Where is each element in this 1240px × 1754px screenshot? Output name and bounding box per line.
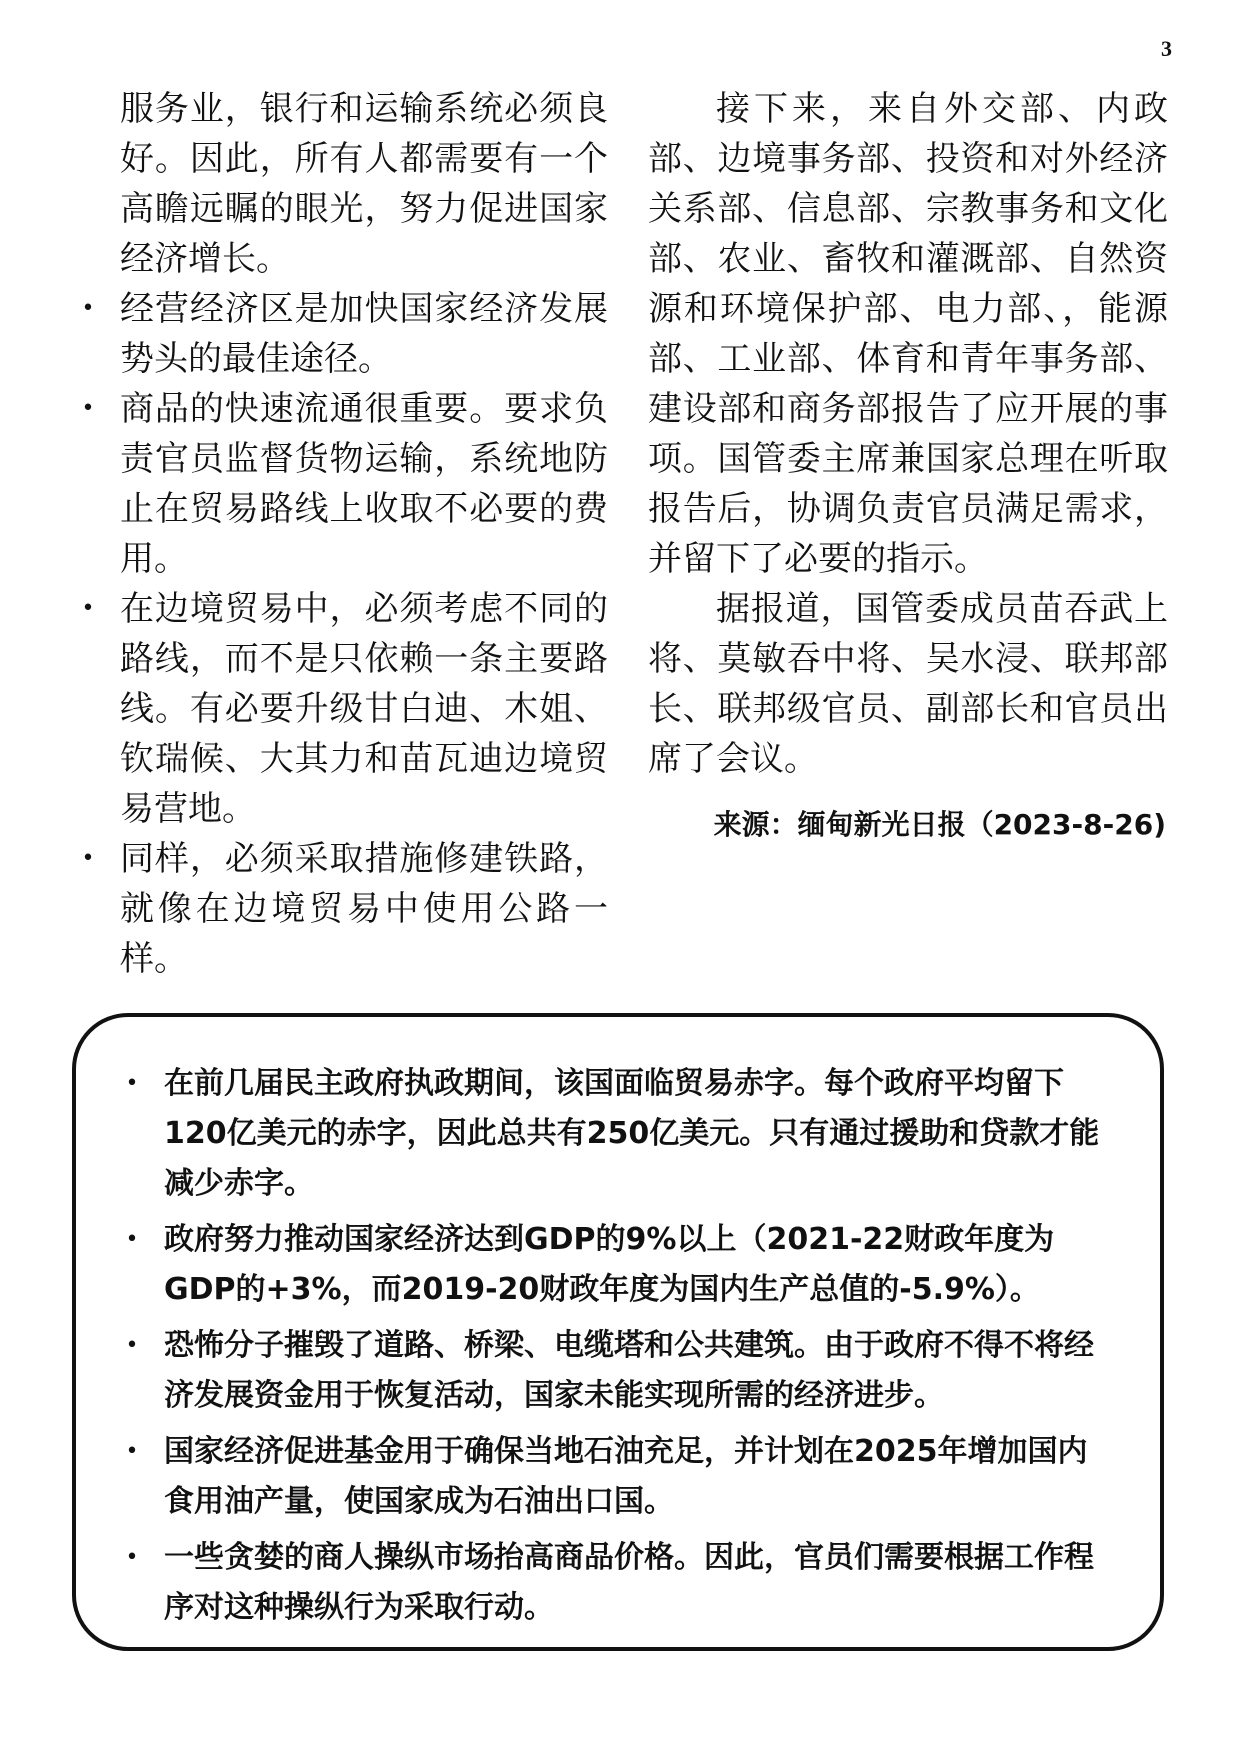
list-item	[122, 1533, 1106, 1633]
bullet-icon: •	[81, 846, 95, 871]
source-credit: 来源：缅甸新光日报（2023-8-26)	[713, 808, 1166, 841]
bullet-icon: •	[125, 1227, 139, 1252]
bullet-icon: •	[81, 296, 95, 321]
bullet-icon: •	[81, 396, 95, 421]
list-item	[81, 284, 608, 384]
list-item-text: 商品的快速流通很重要。要求负责官员监督货物运输，系统地防止在贸易路线上收取不必要的费用。	[120, 389, 608, 579]
body-paragraph: 据报道，国管委成员苗吞武上将、莫敏吞中将、吴水浸、联邦部长、联邦级官员、副部长和官员出席了会议。	[648, 589, 1168, 779]
left-column	[81, 84, 608, 984]
bullet-icon: •	[81, 596, 95, 621]
right-column	[648, 84, 1168, 850]
list-item-text: 恐怖分子摧毁了道路、桥梁、电缆塔和公共建筑。由于政府不得不将经济发展资金用于恢复活动，国家未能实现所需的经济进步。	[164, 1328, 1094, 1413]
summary-box	[72, 1013, 1164, 1651]
list-item-text: 经营经济区是加快国家经济发展势头的最佳途径。	[120, 289, 608, 379]
list-item	[81, 584, 608, 834]
list-item	[122, 1321, 1106, 1421]
bullet-icon: •	[125, 1071, 139, 1096]
page-number: 3	[1161, 36, 1172, 61]
body-paragraph: 接下来，来自外交部、内政部、边境事务部、投资和对外经济关系部、信息部、宗教事务和文化部、农业、畜牧和灌溉部、自然资源和环境保护部、电力部、，能源部、工业部、体育和青年事务部、建设部和商务部报告了应开展的事项。国管委主席兼国家总理在听取报告后，协调负责官员满足需求，并留下了必要的指示。	[648, 89, 1168, 579]
list-item-text: 一些贪婪的商人操纵市场抬高商品价格。因此，官员们需要根据工作程序对这种操纵行为采取行动。	[164, 1540, 1094, 1625]
continued-paragraph: 服务业，银行和运输系统必须良好。因此，所有人都需要有一个高瞻远瞩的眼光，努力促进国家经济增长。	[120, 89, 608, 279]
list-item-text: 在前几届民主政府执政期间，该国面临贸易赤字。每个政府平均留下120亿美元的赤字，因此总共有250亿美元。只有通过援助和贷款才能减少赤字。	[164, 1066, 1100, 1201]
list-item-text: 国家经济促进基金用于确保当地石油充足，并计划在2025年增加国内食用油产量，使国家成为石油出口国。	[164, 1434, 1088, 1519]
list-item	[81, 384, 608, 584]
list-item-text: 同样，必须采取措施修建铁路，就像在边境贸易中使用公路一样。	[120, 839, 608, 979]
bullet-icon: •	[125, 1439, 139, 1464]
list-item-text: 在边境贸易中，必须考虑不同的路线，而不是只依赖一条主要路线。有必要升级甘白迪、木姐、钦瑞候、大其力和苗瓦迪边境贸易营地。	[120, 589, 608, 829]
list-item	[122, 1059, 1106, 1209]
list-item	[122, 1427, 1106, 1527]
summary-bullet-list	[122, 1059, 1106, 1633]
list-item	[81, 834, 608, 984]
list-item	[122, 1215, 1106, 1315]
left-bullet-list	[81, 284, 608, 984]
bullet-icon: •	[125, 1545, 139, 1570]
bullet-icon: •	[125, 1333, 139, 1358]
list-item-text: 政府努力推动国家经济达到GDP的9%以上（2021-22财政年度为GDP的+3%，而2019-20财政年度为国内生产总值的-5.9%）。	[164, 1222, 1055, 1307]
